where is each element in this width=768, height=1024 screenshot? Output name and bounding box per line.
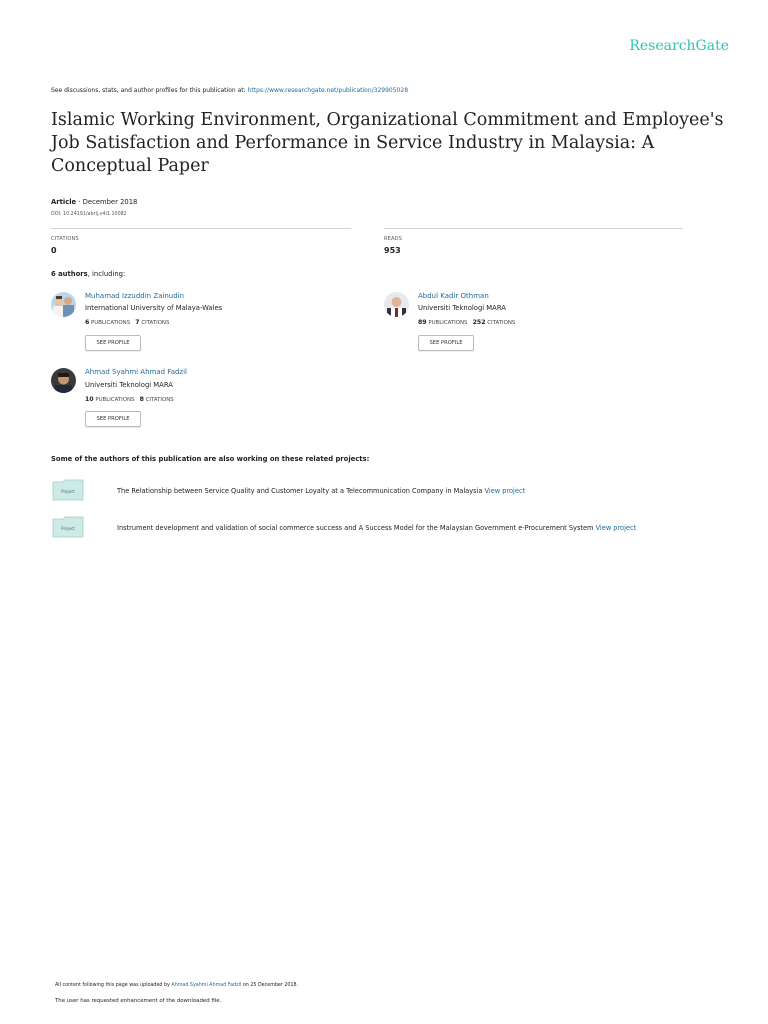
avatar[interactable] xyxy=(51,292,76,317)
article-doi: DOI: 10.24191/abrij.v4i1.10082 xyxy=(51,212,127,217)
author-name-link[interactable]: Abdul Kadir Othman xyxy=(418,292,489,300)
publications-count: 89 xyxy=(418,319,427,326)
author-stats xyxy=(85,319,169,326)
avatar[interactable] xyxy=(51,368,76,393)
citations-label: CITATIONS xyxy=(487,320,516,326)
author-name-link[interactable]: Muhamad Izzuddin Zainudin xyxy=(85,292,185,300)
author-stats xyxy=(85,396,174,403)
discussion-prefix: See discussions, stats, and author profiles for this publication at: xyxy=(51,87,246,94)
project-icon-label: Project xyxy=(61,526,75,531)
upload-note xyxy=(55,983,298,988)
see-profile-button[interactable]: SEE PROFILE xyxy=(85,411,141,427)
publications-label: PUBLICATIONS xyxy=(428,320,468,326)
authors-heading xyxy=(51,270,125,278)
author-stats xyxy=(418,319,515,326)
project-item xyxy=(117,524,636,532)
publications-label: PUBLICATIONS xyxy=(95,397,135,403)
article-type: Article xyxy=(51,198,77,206)
see-profile-button[interactable]: SEE PROFILE xyxy=(85,335,141,351)
project-title: Instrument development and validation of social commerce success and A Success Model for the Malaysian Government e-Procurement System xyxy=(117,524,594,532)
citations-count: 7 xyxy=(135,319,140,326)
citations-count: 8 xyxy=(139,396,144,403)
author-institution: Universiti Teknologi MARA xyxy=(85,381,173,389)
project-item xyxy=(117,487,525,495)
upload-prefix: All content following this page was uploaded by xyxy=(55,983,170,988)
citations-count: 252 xyxy=(472,319,486,326)
citations-value: 0 xyxy=(51,246,57,255)
view-project-link[interactable]: View project xyxy=(484,487,526,495)
publications-count: 6 xyxy=(85,319,90,326)
divider xyxy=(51,228,351,229)
enhancement-note: The user has requested enhancement of the downloaded file. xyxy=(55,998,222,1004)
citations-label: CITATIONS xyxy=(145,397,174,403)
reads-value: 953 xyxy=(384,246,401,255)
publications-count: 10 xyxy=(85,396,94,403)
researchgate-logo[interactable]: ResearchGate xyxy=(629,38,729,54)
discussion-line xyxy=(51,87,408,94)
reads-label: READS xyxy=(384,236,403,242)
uploader-link[interactable]: Ahmad Syahmi Ahmad Fadzil xyxy=(171,983,242,988)
see-profile-button[interactable]: SEE PROFILE xyxy=(418,335,474,351)
paper-title: Islamic Working Environment, Organizational Commitment and Employee's Job Satisfaction and Performance in Service Industry in Malaysia: A Conceptual Paper xyxy=(51,110,724,176)
upload-suffix: on 25 December 2018. xyxy=(242,983,299,988)
citations-label: CITATIONS xyxy=(141,320,170,326)
divider xyxy=(384,228,683,229)
author-institution: Universiti Teknologi MARA xyxy=(418,304,506,312)
article-meta xyxy=(51,198,137,206)
project-icon-label: Project xyxy=(61,489,75,494)
publications-label: PUBLICATIONS xyxy=(91,320,131,326)
publication-url-link[interactable]: https://www.researchgate.net/publication/329905028 xyxy=(247,87,409,94)
project-title: The Relationship between Service Quality and Customer Loyalty at a Telecommunication Company in Malaysia xyxy=(117,487,483,495)
avatar[interactable] xyxy=(384,292,409,317)
view-project-link[interactable]: View project xyxy=(595,524,637,532)
authors-suffix: , including: xyxy=(87,270,126,278)
citations-label: CITATIONS xyxy=(51,236,79,242)
project-folder-icon[interactable] xyxy=(52,516,84,538)
related-projects-heading: Some of the authors of this publication are also working on these related projects: xyxy=(51,455,370,463)
project-folder-icon[interactable] xyxy=(52,479,84,501)
author-name-link[interactable]: Ahmad Syahmi Ahmad Fadzil xyxy=(85,368,187,376)
article-date: · December 2018 xyxy=(78,198,138,206)
authors-count: 6 authors xyxy=(51,270,88,278)
author-institution: International University of Malaya-Wales xyxy=(85,304,223,312)
